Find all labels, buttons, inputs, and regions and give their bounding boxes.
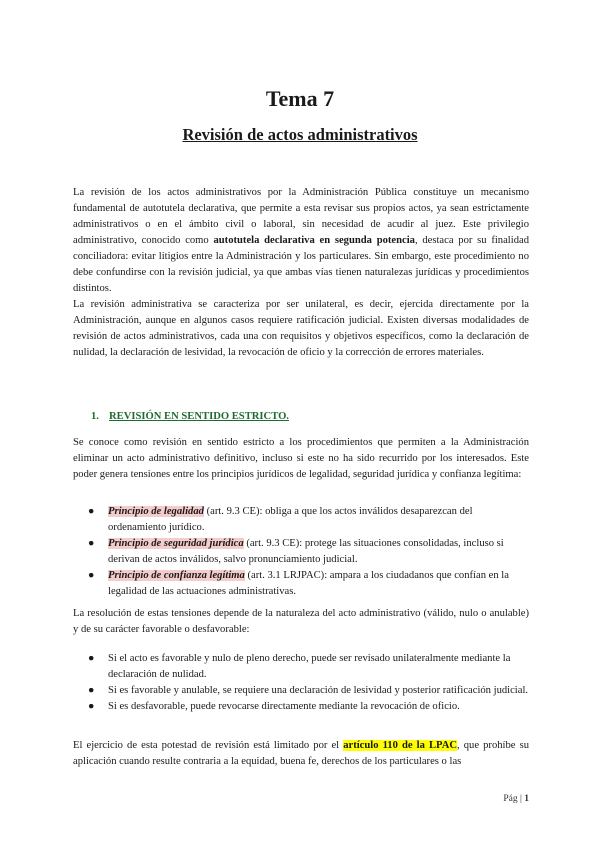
- principle-text: (art. 9.3 CE): obliga a que los actos inválidos desaparezcan del ordenamiento jurídico.: [108, 506, 473, 533]
- principle-term: Principio de legalidad: [108, 506, 204, 517]
- intro-p1-text-1: La revisión de los actos administrativos por la Administración Pública constituye un mecanismo fundamental de autotutela declarativa, que permite a esta revisar sus propios actos, ya sean estrictamente administrativos o en el ámbito civil o laboral, sin necesidad de acudir al juez. Este privilegio administrativo, conocido como: [73, 187, 529, 246]
- list-item: [88, 699, 529, 715]
- bullet-icon: ●: [88, 701, 95, 712]
- section-1-paragraph-2: La resolución de estas tensiones depende de la naturaleza del acto administrativo (válido, nulo o anulable) y de su carácter favorable o desfavorable:: [73, 608, 529, 635]
- page-footer: Pág | 1: [503, 794, 529, 804]
- list-item: [88, 536, 529, 568]
- intro-paragraph-2: La revisión administrativa se caracteriza por ser unilateral, es decir, ejercida directamente por la Administración, aunque en algunos casos requiere ratificación judicial. Existen diversas modalidades de revisión de actos administrativos, cada una con requisitos y objetivos específicos, como la declaración de nulidad, la declaración de lesividad, la revocación de oficio y la corrección de errores materiales.: [73, 299, 529, 358]
- case-text: Si es favorable y anulable, se requiere una declaración de lesividad y posterior ratificación judicial.: [108, 685, 529, 696]
- cases-list: [88, 651, 529, 715]
- section-1-number: 1.: [91, 411, 99, 422]
- p3-text-2: , que prohíbe su aplicación cuando resulte contraria a la equidad, buena fe, derechos de los particulares o las: [73, 740, 529, 767]
- intro-paragraph-1: [73, 185, 529, 297]
- list-item: [88, 651, 529, 683]
- list-item: [88, 568, 529, 600]
- p3-highlight: artículo 110 de la LPAC: [343, 740, 458, 751]
- principle-text: (art. 3.1 LRJPAC): ampara a los ciudadanos que confían en la legalidad de las actuaciones administrativas.: [108, 570, 509, 597]
- principle-term: Principio de confianza legítima: [108, 570, 245, 581]
- section-1-paragraph-3: [73, 738, 529, 770]
- document-title: Tema 7: [265, 86, 335, 111]
- principle-term: Principio de seguridad jurídica: [108, 538, 244, 549]
- page-label: Pág: [503, 794, 518, 804]
- principles-list: [88, 504, 529, 600]
- section-1-heading: [91, 411, 289, 422]
- bullet-icon: ●: [88, 506, 95, 517]
- section-1-title: REVISIÓN EN SENTIDO ESTRICTO.: [109, 411, 289, 422]
- list-item: [88, 504, 529, 536]
- p3-text-1: El ejercicio de esta potestad de revisión está limitado por el: [73, 740, 344, 751]
- section-1-paragraph-1: Se conoce como revisión en sentido estricto a los procedimientos que permiten a la Administración eliminar un acto administrativo definitivo, incluso si este no ha sido recurrido por los interesados. Este poder genera tensiones entre los principios jurídicos de legalidad, seguridad jurídica y confianza legítima:: [73, 437, 529, 480]
- case-text: Si es desfavorable, puede revocarse directamente mediante la revocación de oficio.: [108, 701, 460, 712]
- bullet-icon: ●: [88, 538, 95, 549]
- bullet-icon: ●: [88, 653, 95, 664]
- bullet-icon: ●: [88, 685, 95, 696]
- page-number: 1: [524, 794, 529, 804]
- document-subtitle: Revisión de actos administrativos: [182, 125, 418, 144]
- intro-p1-bold-term: autotutela declarativa en segunda potencia: [213, 235, 415, 246]
- intro-p1-text-2: , destaca por su finalidad conciliadora: evitar litigios entre la Administración y los particulares. Sin embargo, este procedimiento no debe confundirse con la revisión judicial, ya que ambas vías tienen naturalezas jurídicas y procedimientos distintos.: [73, 235, 529, 294]
- case-text: Si el acto es favorable y nulo de pleno derecho, puede ser revisado unilateralmente mediante la declaración de nulidad.: [108, 653, 511, 680]
- principle-text: (art. 9.3 CE): protege las situaciones consolidadas, incluso si derivan de actos inválidos, salvo pronunciamiento judicial.: [108, 538, 504, 565]
- bullet-icon: ●: [88, 570, 95, 581]
- list-item: [88, 683, 529, 699]
